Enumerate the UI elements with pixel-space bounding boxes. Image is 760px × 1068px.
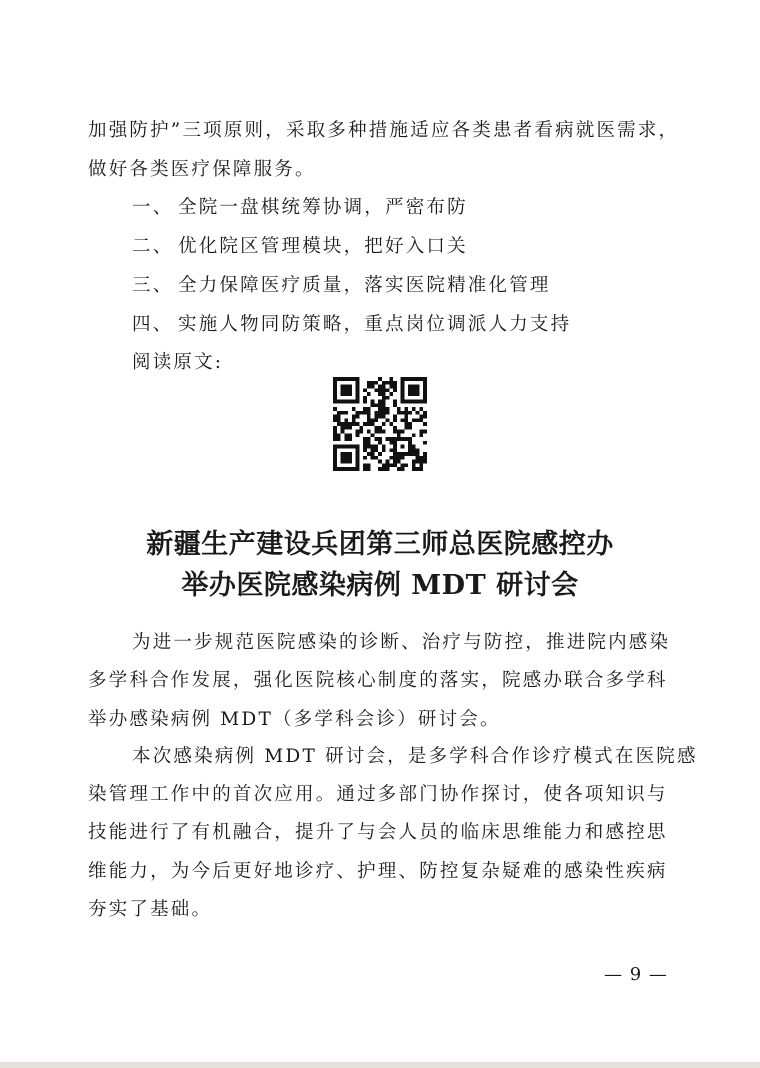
- list-item-4: [132, 310, 571, 336]
- list-item-1: [132, 193, 468, 219]
- list-number: 三、: [132, 275, 174, 296]
- list-text: 全力保障医疗质量，落实医院精准化管理: [178, 275, 551, 296]
- paragraph-2-line-1: 本次感染病例 MDT 研讨会，是多学科合作诊疗模式在医院感: [132, 746, 698, 767]
- list-number: 二、: [132, 236, 174, 257]
- list-text: 实施人物同防策略，重点岗位调派人力支持: [178, 314, 572, 335]
- list-text: 全院一盘棋统筹协调，严密布防: [178, 197, 468, 218]
- list-number: 四、: [132, 314, 174, 335]
- read-original-label: 阅读原文:: [132, 352, 224, 373]
- paragraph-1-line-2: 多学科合作发展，强化医院核心制度的落实，院感办联合多学科: [88, 670, 668, 691]
- list-text: 优化院区管理模块，把好入口关: [178, 236, 468, 257]
- paragraph-2-line-2: 染管理工作中的首次应用。通过多部门协作探讨，使各项知识与: [88, 784, 668, 805]
- paragraph-2-line-3: 技能进行了有机融合，提升了与会人员的临床思维能力和感控思: [88, 822, 668, 843]
- list-number: 一、: [132, 197, 174, 218]
- page-bottom-edge: [0, 1062, 760, 1068]
- intro-line-2: 做好各类医疗保障服务。: [88, 159, 316, 180]
- paragraph-2-line-5: 夯实了基础。: [88, 899, 213, 920]
- article-title-line-1: 新疆生产建设兵团第三师总医院感控办: [146, 529, 614, 560]
- article-title-line-2: 举办医院感染病例 MDT 研讨会: [181, 570, 579, 601]
- paragraph-2-line-4: 维能力，为今后更好地诊疗、护理、防控复杂疑难的感染性疾病: [88, 861, 668, 882]
- intro-line-1: 加强防护”三项原则，采取多种措施适应各类患者看病就医需求，: [88, 120, 680, 141]
- list-item-2: [132, 232, 468, 258]
- qr-code[interactable]: [333, 377, 427, 471]
- paragraph-1-line-1: 为进一步规范医院感染的诊断、治疗与防控，推进院内感染: [132, 632, 671, 653]
- paragraph-1-line-3: 举办感染病例 MDT（多学科会诊）研讨会。: [88, 709, 501, 730]
- page-number: — 9 —: [604, 964, 668, 985]
- list-item-3: [132, 271, 551, 297]
